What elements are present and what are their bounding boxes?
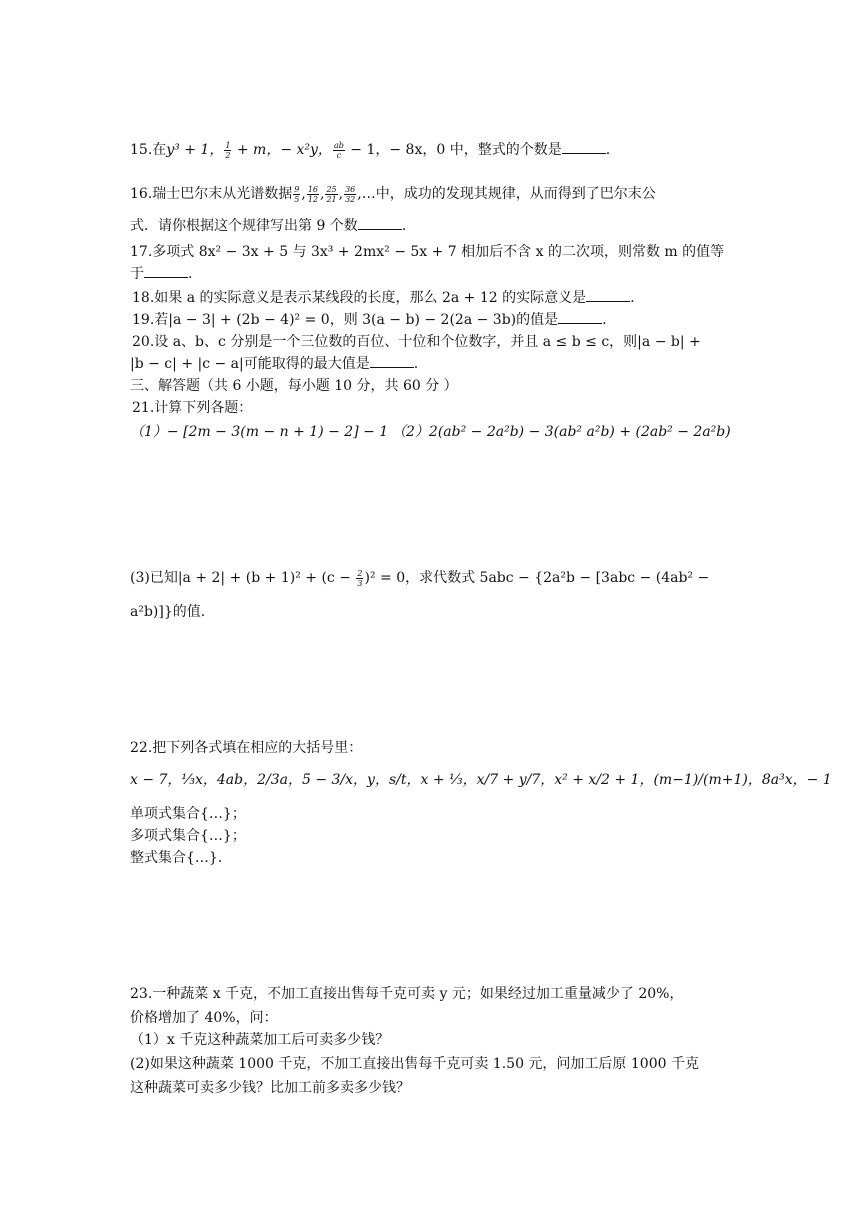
question-21-part-1: （1）− [2m − 3(m − n + 1) − 2] − 1 (130, 424, 389, 440)
polynomial-set: 多项式集合{…}； (130, 828, 246, 844)
q16-prefix: 16.瑞士巴尔末从光谱数据 (130, 186, 293, 202)
q16-fraction-2: $\frac{16}{12}$ (307, 184, 318, 204)
q15-expr-3: − 1，− 8x，0 中，整式的个数是 (345, 142, 562, 158)
question-21-part-2: （2）2(ab² − 2a²b) − 3(ab² a²b) + (2ab² − 2a²b) (392, 424, 731, 440)
question-21-title: 21.计算下列各题： (132, 400, 253, 416)
q15-expr-2: + m，− x²y， (232, 142, 332, 158)
q16-fraction-4: $\frac{36}{32}$ (345, 184, 356, 204)
integral-expression-set: 整式集合{…}. (130, 850, 223, 866)
answer-blank[interactable] (558, 311, 602, 324)
q16-middle: ,…中，成功的发现其规律，从而得到了巴尔末公 (357, 186, 656, 202)
section-3-heading: 三、解答题（共 6 小题，每小题 10 分，共 60 分 ） (130, 378, 458, 394)
question-17-line-2: 于 . (130, 266, 193, 282)
question-19: 19.若|a − 3| + (2b − 4)² = 0，则 3(a − b) − 2(2a − 3b)的值是 . (132, 312, 607, 328)
answer-blank[interactable] (144, 265, 188, 278)
question-18: 18.如果 a 的实际意义是表示某线段的长度，那么 2a + 12 的实际意义是 . (132, 290, 635, 306)
question-16-line-2: 式．请你根据这个规律写出第 9 个数 . (130, 218, 407, 234)
question-23-part-1: （1）x 千克这种蔬菜加工后可卖多少钱？ (130, 1032, 390, 1048)
question-23-line-1: 23.一种蔬菜 x 千克，不加工直接出售每千克可卖 y 元；如果经过加工重量减少了 20%， (130, 986, 684, 1002)
question-22-expressions: x − 7，⅓x，4ab，2/3a，5 − 3/x，y，s/t，x + ⅓，x/7 + y/7，x² + x/2 + 1，(m−1)/(m+1)，8a³x，− 1 (130, 772, 832, 788)
q15-fraction-2: $\frac{ab}{c}$ (333, 140, 344, 160)
question-17: 17.多项式 8x² − 3x + 5 与 3x³ + 2mx² − 5x + 7 相加后不含 x 的二次项，则常数 m 的值等 (130, 244, 725, 260)
answer-blank[interactable] (562, 141, 606, 154)
question-23-part-2: (2)如果这种蔬菜 1000 千克，不加工直接出售每千克可卖 1.50 元，问加工后原 1000 千克 (130, 1056, 699, 1072)
q16-fraction-3: $\frac{25}{21}$ (326, 184, 337, 204)
question-23-line-2: 价格增加了 40%，问： (130, 1010, 278, 1026)
monomial-set: 单项式集合{…}； (130, 806, 246, 822)
q21-fraction: $\frac{2}{3}$ (357, 568, 363, 588)
question-20: 20.设 a、b、c 分别是一个三位数的百位、十位和个位数字，并且 a ≤ b ≤ c，则|a − b| + (132, 334, 701, 350)
question-22-title: 22.把下列各式填在相应的大括号里： (130, 740, 363, 756)
question-15: 15.在y³ + 1， $\frac{1}{2}$ + m，− x²y， $\frac{ab}{c}$ − 1，− 8x，0 中，整式的个数是 . (130, 140, 611, 160)
question-16: 16.瑞士巴尔末从光谱数据 $\frac{9}{5}$ , $\frac{16}{12}$ , $\frac{25}{21}$ , $\frac{36}{32}$ ,…中，成功的发现其规律，从而得到了巴尔末公 (130, 184, 656, 204)
question-21-part-3-line-2: a²b)]}的值. (130, 604, 206, 620)
answer-blank[interactable] (370, 355, 414, 368)
q15-expr-1: y³ + 1， (166, 142, 224, 158)
q16-fraction-1: $\frac{9}{5}$ (294, 184, 300, 204)
question-23-part-2-line-2: 这种蔬菜可卖多少钱？比加工前多卖多少钱？ (130, 1080, 410, 1096)
answer-blank[interactable] (358, 217, 402, 230)
question-20-line-2: |b − c| + |c − a|可能取得的最大值是 . (130, 356, 419, 372)
question-21-part-3: (3)已知|a + 2| + (b + 1)² + (c − $\frac{2}{3}$ )² = 0，求代数式 5abc − {2a²b − [3abc − (4ab² − (130, 568, 710, 588)
q15-prefix: 15.在 (130, 142, 167, 158)
q15-fraction-1: $\frac{1}{2}$ (225, 140, 231, 160)
answer-blank[interactable] (586, 289, 630, 302)
